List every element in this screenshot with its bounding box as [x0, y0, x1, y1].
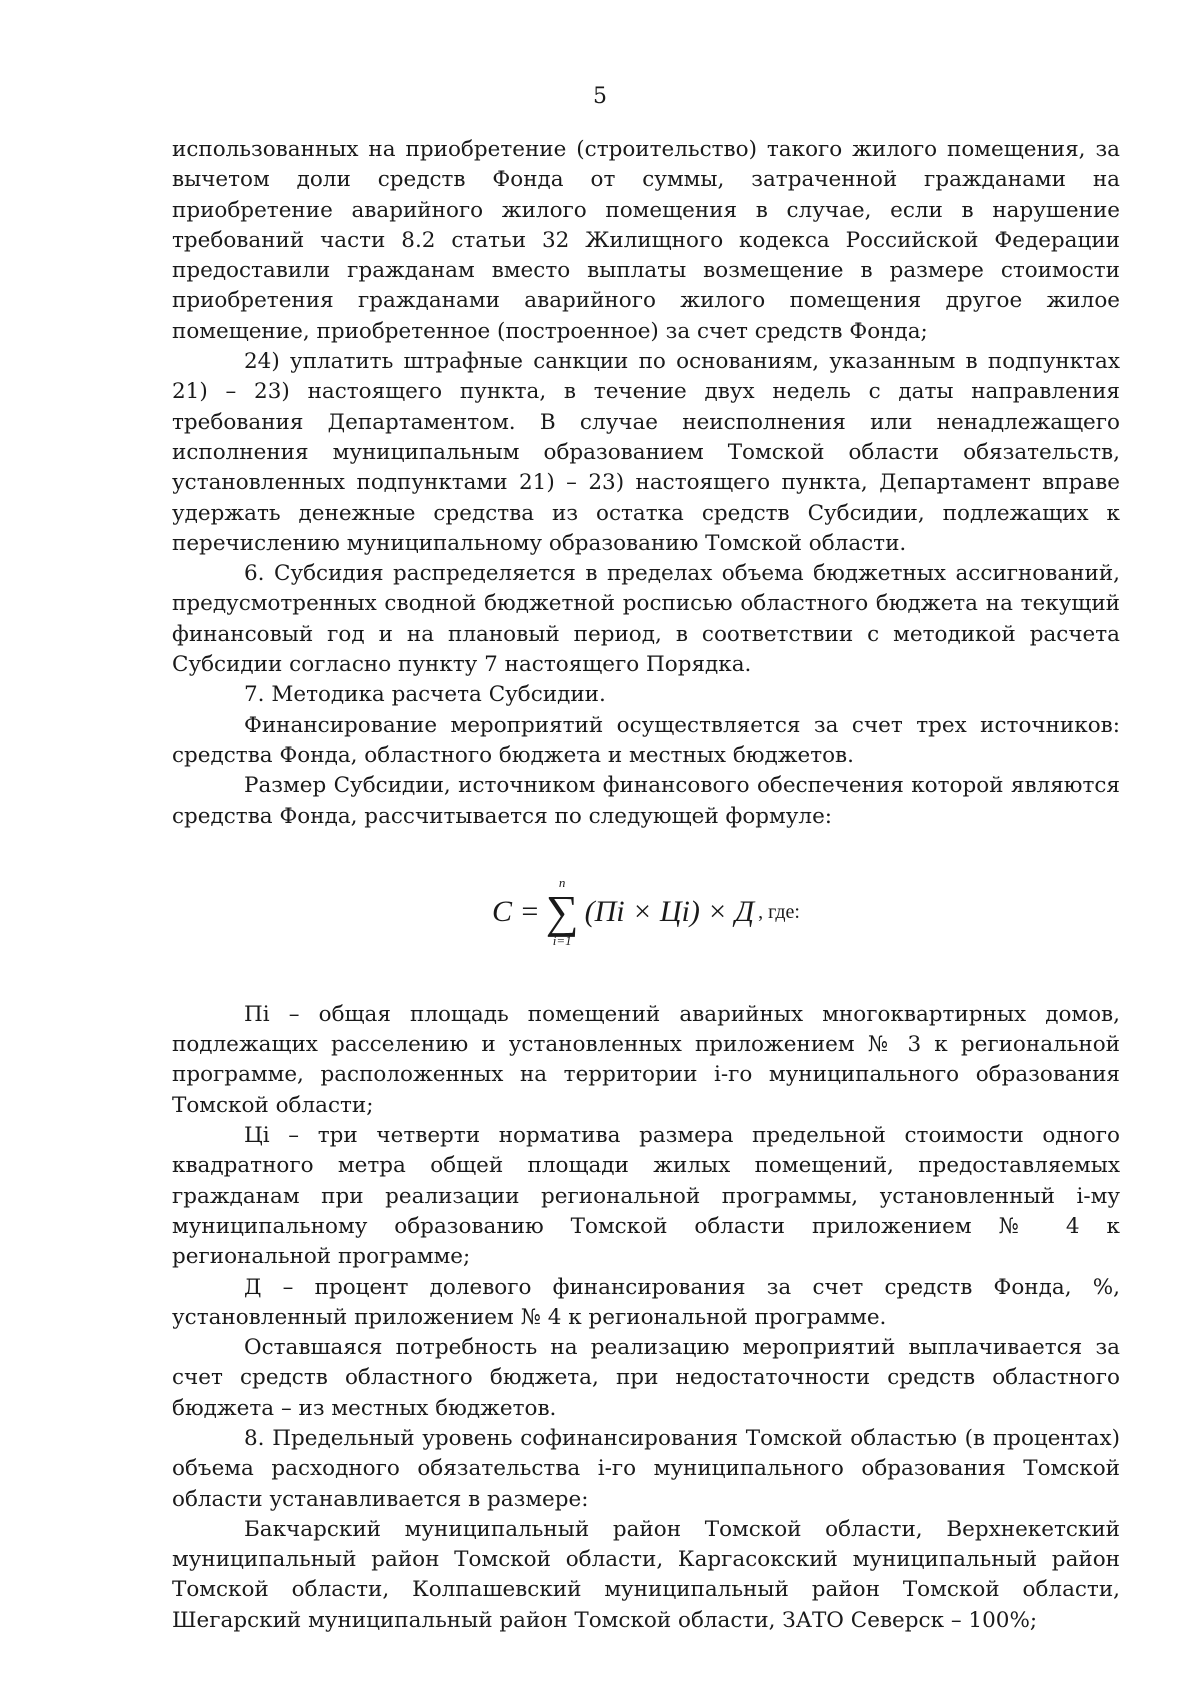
- paragraph: Размер Субсидии, источником финансового обеспечения которой являются средства Фонда, рассчитывается по следующей формуле:: [172, 773, 1120, 829]
- formula-lhs: С =: [492, 895, 540, 929]
- paragraph: 6. Субсидия распределяется в пределах объема бюджетных ассигнований, предусмотренных сводной бюджетной росписью областного бюджета на текущий финансовый год и на плановый период, в соответствии с методикой расчета Субсидии согласно пункту 7 настоящего Порядка.: [172, 561, 1120, 678]
- summation-sign: ∑: [545, 886, 579, 938]
- paragraph: Бакчарский муниципальный район Томской области, Верхнекетский муниципальный район Томской области, Каргасокский муниципальный район Томской области, Колпашевский муниципальный район Томской области, Шегарский муниципальный район Томской области, ЗАТО Северск – 100%;: [172, 1516, 1120, 1633]
- paragraph: Цi – три четверти норматива размера предельной стоимости одного квадратного метра общей площади жилых помещений, предоставляемых гражданам при реализации региональной программы, установленный i-му муниципальному образованию Томской области приложением № 4 к региональной программе;: [172, 1123, 1120, 1270]
- summation: [546, 875, 579, 949]
- formula-rhs: (Пi × Цi) × Д: [584, 895, 755, 929]
- paragraph: Пi – общая площадь помещений аварийных многоквартирных домов, подлежащих расселению и установленных приложением № 3 к региональной программе, расположенных на территории i-го муниципального образования Томской области;: [172, 1001, 1120, 1118]
- paragraph: 8. Предельный уровень софинансирования Томской областью (в процентах) объема расходного обязательства i-го муниципального образования Томской области устанавливается в размере:: [172, 1425, 1120, 1512]
- summation-lower-limit: i=1: [552, 933, 572, 949]
- paragraph: Оставшаяся потребность на реализацию мероприятий выплачивается за счет средств областного бюджета, при недостаточности средств областного бюджета – из местных бюджетов.: [172, 1335, 1120, 1421]
- paragraph: Д – процент долевого финансирования за счет средств Фонда, %, установленный приложением № 4 к региональной программе.: [172, 1274, 1120, 1330]
- paragraph: использованных на приобретение (строительство) такого жилого помещения, за вычетом доли средств Фонда от суммы, затраченной гражданами на приобретение аварийного жилого помещения в случае, если в нарушение требований части 8.2 статьи 32 Жилищного кодекса Российской Федерации предоставили гражданам вместо выплаты возмещение в размере стоимости приобретения гражданами аварийного жилого помещения другое жилое помещение, приобретенное (построенное) за счет средств Фонда;: [172, 137, 1120, 344]
- document-body: [172, 135, 1120, 1636]
- formula-tail: , где:: [758, 901, 800, 924]
- paragraph: 7. Методика расчета Субсидии.: [244, 682, 606, 708]
- summation-upper-limit: n: [558, 875, 566, 891]
- page-number: 5: [593, 84, 607, 109]
- paragraph: 24) уплатить штрафные санкции по основаниям, указанным в подпунктах 21) – 23) настоящего пункта, в течение двух недель с даты направления требования Департаментом. В случае неисполнения или ненадлежащего исполнения муниципальным образованием Томской области обязательств, установленных подпунктами 21) – 23) настоящего пункта, Департамент вправе удержать денежные средства из остатка средств Субсидии, подлежащих к перечислению муниципальному образованию Томской области.: [172, 349, 1120, 556]
- subsidy-formula: [172, 852, 1120, 973]
- paragraph: Финансирование мероприятий осуществляется за счет трех источников: средства Фонда, областного бюджета и местных бюджетов.: [172, 712, 1120, 768]
